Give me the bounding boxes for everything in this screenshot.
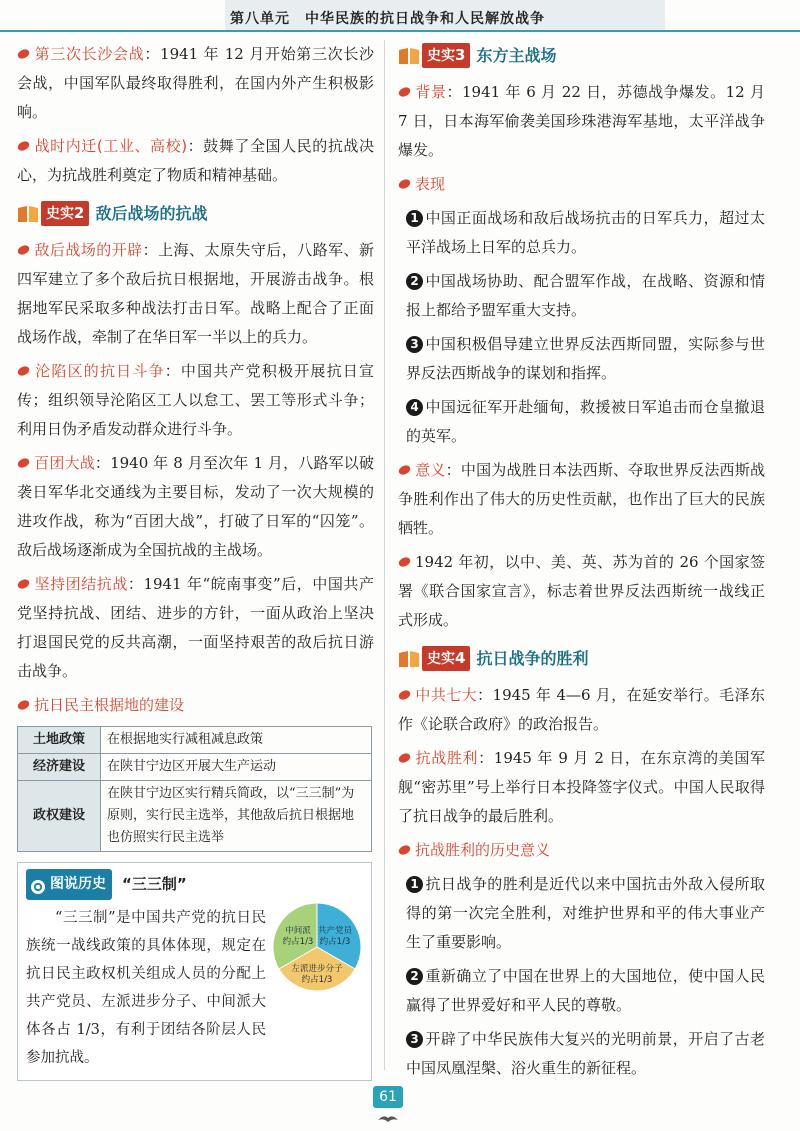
subheading-significance [398,836,765,865]
number-badge: 3 [406,336,423,353]
section-heading-3 [398,40,765,70]
bullet-icon [17,141,30,151]
paragraph-meaning [398,456,765,543]
bullet-icon [17,579,30,589]
box-title: “三三制” [122,875,187,893]
paragraph-text: ：1945 年 4—6 月，在延安举行。毛泽东作《论联合政府》的政治报告。 [398,686,765,733]
bullet-icon [398,87,411,97]
paragraph-text: ：上海、太原失守后，八路军、新四军建立了多个敌后抗日根据地，开展游击战争。根据地军民采取多种战法打击日军。战略上配合了正面战场作战，牵制了在华日军一半以上的兵力。 [17,241,374,346]
bullet-icon [17,366,30,376]
pie-label: 共产党员 [317,926,353,936]
paragraph-text: ：1945 年 9 月 2 日，在东京湾的美国军舰“密苏里”号上举行日本投降签字仪式。中国人民取得了抗日战争的最后胜利。 [398,749,765,825]
paragraph-text: ：鼓舞了全国人民的抗战决心，为抗战胜利奠定了物质和精神基础。 [17,137,374,184]
numbered-item [398,870,765,957]
paragraph-text: ：1941 年 6 月 22 日，苏德战争爆发。12 月 7 日，日本海军偷袭美国珍珠港海军基地，太平洋战争爆发。 [398,83,765,159]
keyword-label: 第三次长沙会战 [34,45,145,63]
keyword-label: 战时内迁(工业、高校) [34,137,188,155]
table-cell: 在根据地实行减租减息政策 [101,727,372,754]
number-badge: 2 [406,273,423,290]
pie-label: 左派进步分子 [291,964,343,974]
numbered-item [398,204,765,262]
paragraph-text: ：中国共产党积极开展抗日宣传；组织领导沦陷区工人以怠工、罢工等形式斗争；利用日伪矛盾发动群众进行斗争。 [17,362,374,438]
numbered-item [398,393,765,451]
paragraph-text: ：1941 年“皖南事变”后，中国共产党坚持抗战、团结、进步的方针，一面从政治上坚决打退国民党的反共高潮，一面坚持艰苦的敌后抗日游击战争。 [17,575,374,680]
pie-label: 约占1/3 [301,975,333,985]
bullet-icon [398,557,411,567]
keyword-label: 百团大战 [34,454,95,472]
section-badge: 史实3 [422,43,470,68]
keyword-label: 背景 [415,83,447,101]
table-row [18,781,372,852]
book-icon [398,649,420,667]
paragraph-item [17,449,374,565]
paragraph-text: 1942 年初，以中、美、英、苏为首的 26 个国家签署《联合国家宣言》，标志着世界反法西斯统一战线正式形成。 [398,553,765,629]
page-number: 61 [373,1086,403,1108]
bullet-icon [398,179,411,189]
bird-icon [376,1112,400,1124]
book-icon [17,204,39,222]
bullet-icon [398,753,411,763]
keyword-label: 敌后战场的开辟 [34,241,143,259]
subheading-base [17,691,374,720]
numbered-item [398,962,765,1020]
keyword-label: 沦陷区的抗日斗争 [34,362,165,380]
keyword-label: 中共七大 [415,686,478,704]
pie-label: 中间派 [285,926,311,936]
item-text: 中国积极倡导建立世界反法西斯同盟，实际参与世界反法西斯战争的谋划和指挥。 [406,335,765,382]
page-header-title: 第八单元 中华民族的抗日战争和人民解放战争 [230,11,545,27]
table-row [18,754,372,781]
subheading-performance [398,170,765,199]
table-header-cell: 政权建设 [18,781,101,852]
keyword-label: 坚持团结抗战 [34,575,128,593]
keyword-label: 抗战胜利 [415,749,479,767]
paragraph-1942 [398,548,765,635]
bullet-icon [398,845,411,855]
paragraph-item [17,357,374,444]
history-illustration-box [17,862,372,1081]
numbered-item [398,330,765,388]
section-title: 敌后战场的抗战 [95,203,208,223]
pie-label: 约占1/3 [282,937,314,947]
table-row [18,727,372,754]
column-divider [384,40,385,1070]
section-badge: 史实4 [422,646,470,671]
paragraph-item [17,236,374,352]
bullet-icon [17,49,30,59]
paragraph-ccp7 [398,681,765,739]
number-badge: 4 [406,399,423,416]
paragraph-background [398,78,765,165]
table-header-cell: 土地政策 [18,727,101,754]
right-column [398,40,765,1088]
subheading-text: 抗战胜利的历史意义 [415,841,551,859]
bullet-icon [17,245,30,255]
number-badge: 1 [406,876,423,893]
paragraph-relocation [17,132,374,190]
item-text: 抗日战争的胜利是近代以来中国抗击外敌入侵所取得的第一次完全胜利，对维护世界和平的伟大事业产生了重要影响。 [406,875,765,951]
header-rule [0,30,800,32]
left-column [17,40,374,1081]
info-circle-icon [30,877,46,893]
paragraph-text: ：1940 年 8 月至次年 1 月，八路军以破袭日军华北交通线为主要目标，发动了一次大规模的进攻作战，称为“百团大战”，打破了日军的“囚笼”。敌后战场逐渐成为全国抗战的主战场。 [17,454,374,559]
book-icon [398,46,420,64]
item-text: 开辟了中华民族伟大复兴的光明前景，开启了古老中国凤凰涅槃、浴火重生的新征程。 [406,1030,765,1077]
section-heading-4 [398,643,765,673]
item-text: 中国正面战场和敌后战场抗击的日军兵力，超过太平洋战场上日军的总兵力。 [406,209,765,256]
item-text: 重新确立了中国在世界上的大国地位，使中国人民赢得了世界爱好和平人民的尊敬。 [406,967,765,1014]
section-heading-2 [17,198,374,228]
paragraph-text: ：1941 年 12 月开始第三次长沙会战，中国军队最终取得胜利，在国内外产生积极影响。 [17,45,374,121]
number-badge: 1 [406,210,423,227]
table-cell: 在陕甘宁边区实行精兵简政，以“三三制”为原则，实行民主选举，其他敌后抗日根据地也仿照实行民主选举 [101,781,372,852]
box-badge: 图说历史 [26,869,112,900]
number-badge: 2 [406,968,423,985]
paragraph-item [17,570,374,686]
section-badge: 史实2 [41,201,89,226]
paragraph-changsha [17,40,374,127]
item-text: 中国战场协助、配合盟军作战，在战略、资源和情报上都给予盟军重大支持。 [406,272,765,319]
section-title: 抗日战争的胜利 [476,648,589,668]
subheading-text: 表现 [415,175,446,193]
paragraph-text: ：中国为战胜日本法西斯、夺取世界反法西斯战争胜利作出了伟大的历史性贡献，也作出了巨大的民族牺牲。 [398,461,765,537]
paragraph-victory [398,744,765,831]
subheading-text: 抗日民主根据地的建设 [34,696,185,714]
number-badge: 3 [406,1031,423,1048]
numbered-item [398,1025,765,1083]
item-text: 中国远征军开赴缅甸，救援被日军追击而仓皇撤退的英军。 [406,398,765,445]
three-thirds-pie [271,901,363,993]
table-header-cell: 经济建设 [18,754,101,781]
bullet-icon [398,465,411,475]
pie-label: 约占1/3 [319,937,351,947]
bullet-icon [17,700,30,710]
table-cell: 在陕甘宁边区开展大生产运动 [101,754,372,781]
bullet-icon [398,690,411,700]
section-title: 东方主战场 [476,45,557,65]
box-text: “三三制”是中国共产党的抗日民族统一战线政策的具体体现，规定在抗日民主政权机关组成人员的分配上共产党员、左派进步分子、中间派大体各占 1/3，有利于团结各阶层人民参加抗战。 [26,910,266,1066]
keyword-label: 意义 [415,461,446,479]
base-policy-table [17,726,372,852]
bullet-icon [17,458,30,468]
numbered-item [398,267,765,325]
